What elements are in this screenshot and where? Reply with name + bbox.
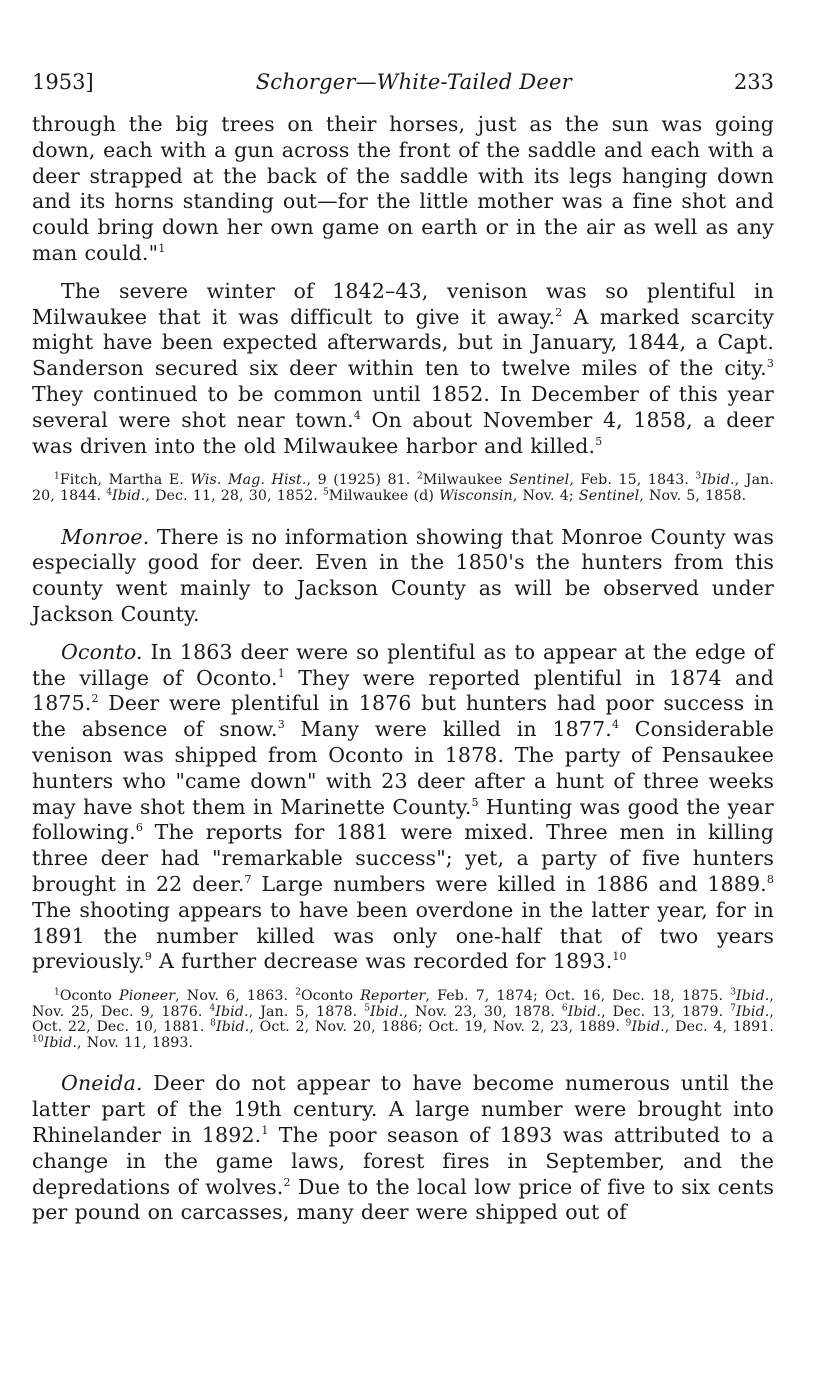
footnote-ref: 3 (766, 357, 774, 371)
running-title: Schorger—White-Tailed Deer (255, 70, 572, 94)
footnote-ref: 2 (555, 305, 563, 319)
footnote-block: $^1$Fitch, Martha E. Wis. Mag. Hist., 9 (1925) 81. $^2$Milwaukee Sentinel, Feb. 15, 1843. $^3$Ibid., Jan. 20, 1844. $^4$Ibid., Dec. 11, 28, 30, 1852. $^5$Milwaukee (d) Wisconsin, Nov. 4; Sentinel, Nov. 5, 1858. (32, 471, 774, 504)
county-heading-oneida: Oneida. (61, 1071, 143, 1096)
county-heading-monroe: Monroe. (61, 524, 150, 549)
footnote-block: $^1$Oconto Pioneer, Nov. 6, 1863. $^2$Oconto Reporter, Feb. 7, 1874; Oct. 16, Dec. 18, 1875. $^3$Ibid., Nov. 25, Dec. 9, 1876. $^4$Ibid., Jan. 5, 1878. $^5$Ibid., Nov. 23, 30, 1878. $^6$Ibid., Dec. 13, 1879. $^7$Ibid., Oct. 22, Dec. 10, 1881. $^8$Ibid., Oct. 2, Nov. 20, 1886; Oct. 19, Nov. 2, 23, 1889. $^9$Ibid., Dec. 4, 1891. $^{10}$Ibid., Nov. 11, 1893. (32, 987, 774, 1051)
footnotes-milwaukee (32, 473, 774, 504)
footnotes-oconto (32, 989, 774, 1051)
paragraph-milwaukee: The severe winter of 1842–43, venison was so plentiful in Milwaukee that it was difficult to give it away.$^2$ A marked scarcity might have been expected afterwards, but in January, 1844, a Capt. Sanderson secured six deer within ten to twelve miles of the city.$^3$ They continued to be common until 1852. In December of this year several were shot near town.$^4$ On about November 4, 1858, a deer was driven into the old Milwaukee harbor and killed.$^5$ (32, 278, 774, 458)
journal-page (32, 68, 774, 1226)
footnote-ref: 1 (158, 242, 166, 256)
county-heading-oconto: Oconto. (61, 639, 143, 664)
paragraph-monroe: Monroe. There is no information showing that Monroe County was especially good for deer. Even in the 1850's the hunters from this county went mainly to Jackson County as will be observed under Jackson County. (32, 524, 774, 626)
page-number: 233 (733, 70, 774, 94)
running-head (32, 68, 774, 96)
volume-year: 1953] (32, 70, 94, 94)
footnote-ref: 4 (353, 408, 361, 422)
paragraph-continued: through the big trees on their horses, just as the sun was going down, each with a gun across the front of the saddle and each with a deer strapped at the back of the saddle with its legs hanging down and its horns standing out—for the little mother was a fine shot and could bring down her own game on earth or in the air as well as any man could."$^1$ (32, 112, 774, 265)
article-body (32, 112, 774, 1226)
paragraph-oconto: Oconto. In 1863 deer were so plentiful as to appear at the edge of the village of Oconto.$^1$ They were reported plentiful in 1874 and 1875.$^2$ Deer were plentiful in 1876 but hunters had poor success in the absence of snow.$^3$ Many were killed in 1877.$^4$ Considerable venison was shipped from Oconto in 1878. The party of Pensaukee hunters who "came down" with 23 deer after a hunt of three weeks may have shot them in Marinette County.$^5$ Hunting was good the year following.$^6$ The reports for 1881 were mixed. Three men in killing three deer had "remarkable success"; yet, a party of five hunters brought in 22 deer.$^7$ Large numbers were killed in 1886 and 1889.$^8$ The shooting appears to have been overdone in the latter year, for in 1891 the number killed was only one-half that of two years previously.$^9$ A further decrease was recorded for 1893.10 (32, 639, 774, 974)
footnote-ref: 5 (595, 434, 603, 448)
paragraph-oneida: Oneida. Deer do not appear to have become numerous until the latter part of the 19th century. A large number were brought into Rhinelander in 1892.$^1$ The poor season of 1893 was attributed to a change in the game laws, forest fires in September, and the depredations of wolves.$^2$ Due to the local low price of five to six cents per pound on carcasses, many deer were shipped out of (32, 1071, 774, 1225)
